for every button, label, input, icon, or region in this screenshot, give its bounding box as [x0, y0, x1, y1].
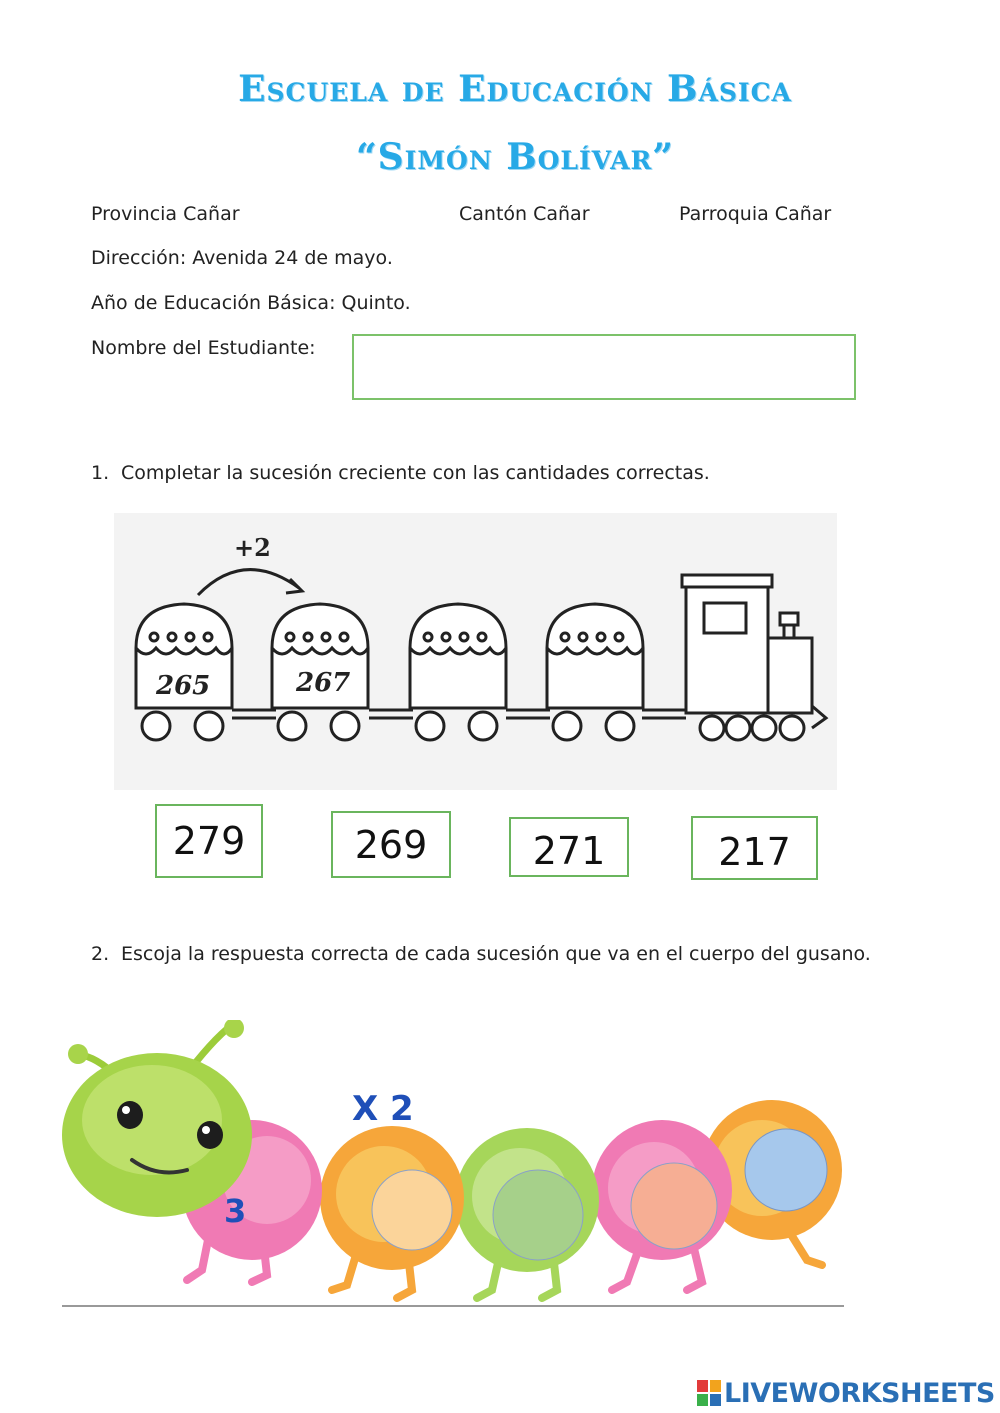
locomotive	[682, 575, 826, 740]
anio-label: Año de Educación Básica: Quinto.	[91, 292, 411, 314]
train-illustration	[114, 513, 837, 790]
drop-zone-1[interactable]	[372, 1170, 452, 1250]
start-value-label: 3	[224, 1192, 247, 1230]
wagon-3	[410, 604, 506, 740]
liveworksheets-logo-icon	[697, 1380, 721, 1406]
drop-zone-3[interactable]	[631, 1163, 717, 1249]
parroquia-label: Parroquia Cañar	[679, 203, 832, 225]
liveworksheets-logo-text: LIVEWORKSHEETS	[724, 1377, 995, 1409]
answer-option-4[interactable]: 217	[691, 816, 818, 880]
liveworksheets-logo[interactable]	[697, 1378, 995, 1408]
wagon-2-value: 267	[296, 668, 351, 698]
wagon-4	[547, 604, 643, 740]
drop-zone-2[interactable]	[493, 1170, 583, 1260]
caterpillar-drawing	[62, 1020, 844, 1308]
school-name-line1: Escuela de Educación Básica	[238, 68, 792, 110]
drop-zone-4[interactable]	[745, 1129, 827, 1211]
question-2-text: Escoja la respuesta correcta de cada sucesión que va en el cuerpo del gusano.	[121, 943, 871, 965]
provincia-label: Provincia Cañar	[91, 203, 240, 225]
train-step-label: +2	[234, 533, 271, 562]
wagon-1-value: 265	[156, 671, 211, 701]
caterpillar-illustration	[62, 1020, 844, 1308]
direccion-label: Dirección: Avenida 24 de mayo.	[91, 247, 393, 269]
student-name-input[interactable]	[352, 334, 856, 400]
canton-label: Cantón Cañar	[459, 203, 590, 225]
student-name-label: Nombre del Estudiante:	[91, 337, 316, 359]
question-1-text: Completar la sucesión creciente con las cantidades correctas.	[121, 462, 710, 484]
answer-option-3[interactable]: 271	[509, 817, 629, 877]
school-name-line2: “Simón Bolívar”	[355, 136, 675, 178]
question-2-number: 2.	[91, 943, 110, 965]
question-1-number: 1.	[91, 462, 110, 484]
train-drawing	[114, 513, 837, 790]
answer-option-2[interactable]: 269	[331, 811, 451, 878]
operation-label: X 2	[352, 1089, 414, 1129]
answer-option-1[interactable]: 279	[155, 804, 263, 878]
step-arrow	[198, 570, 299, 595]
